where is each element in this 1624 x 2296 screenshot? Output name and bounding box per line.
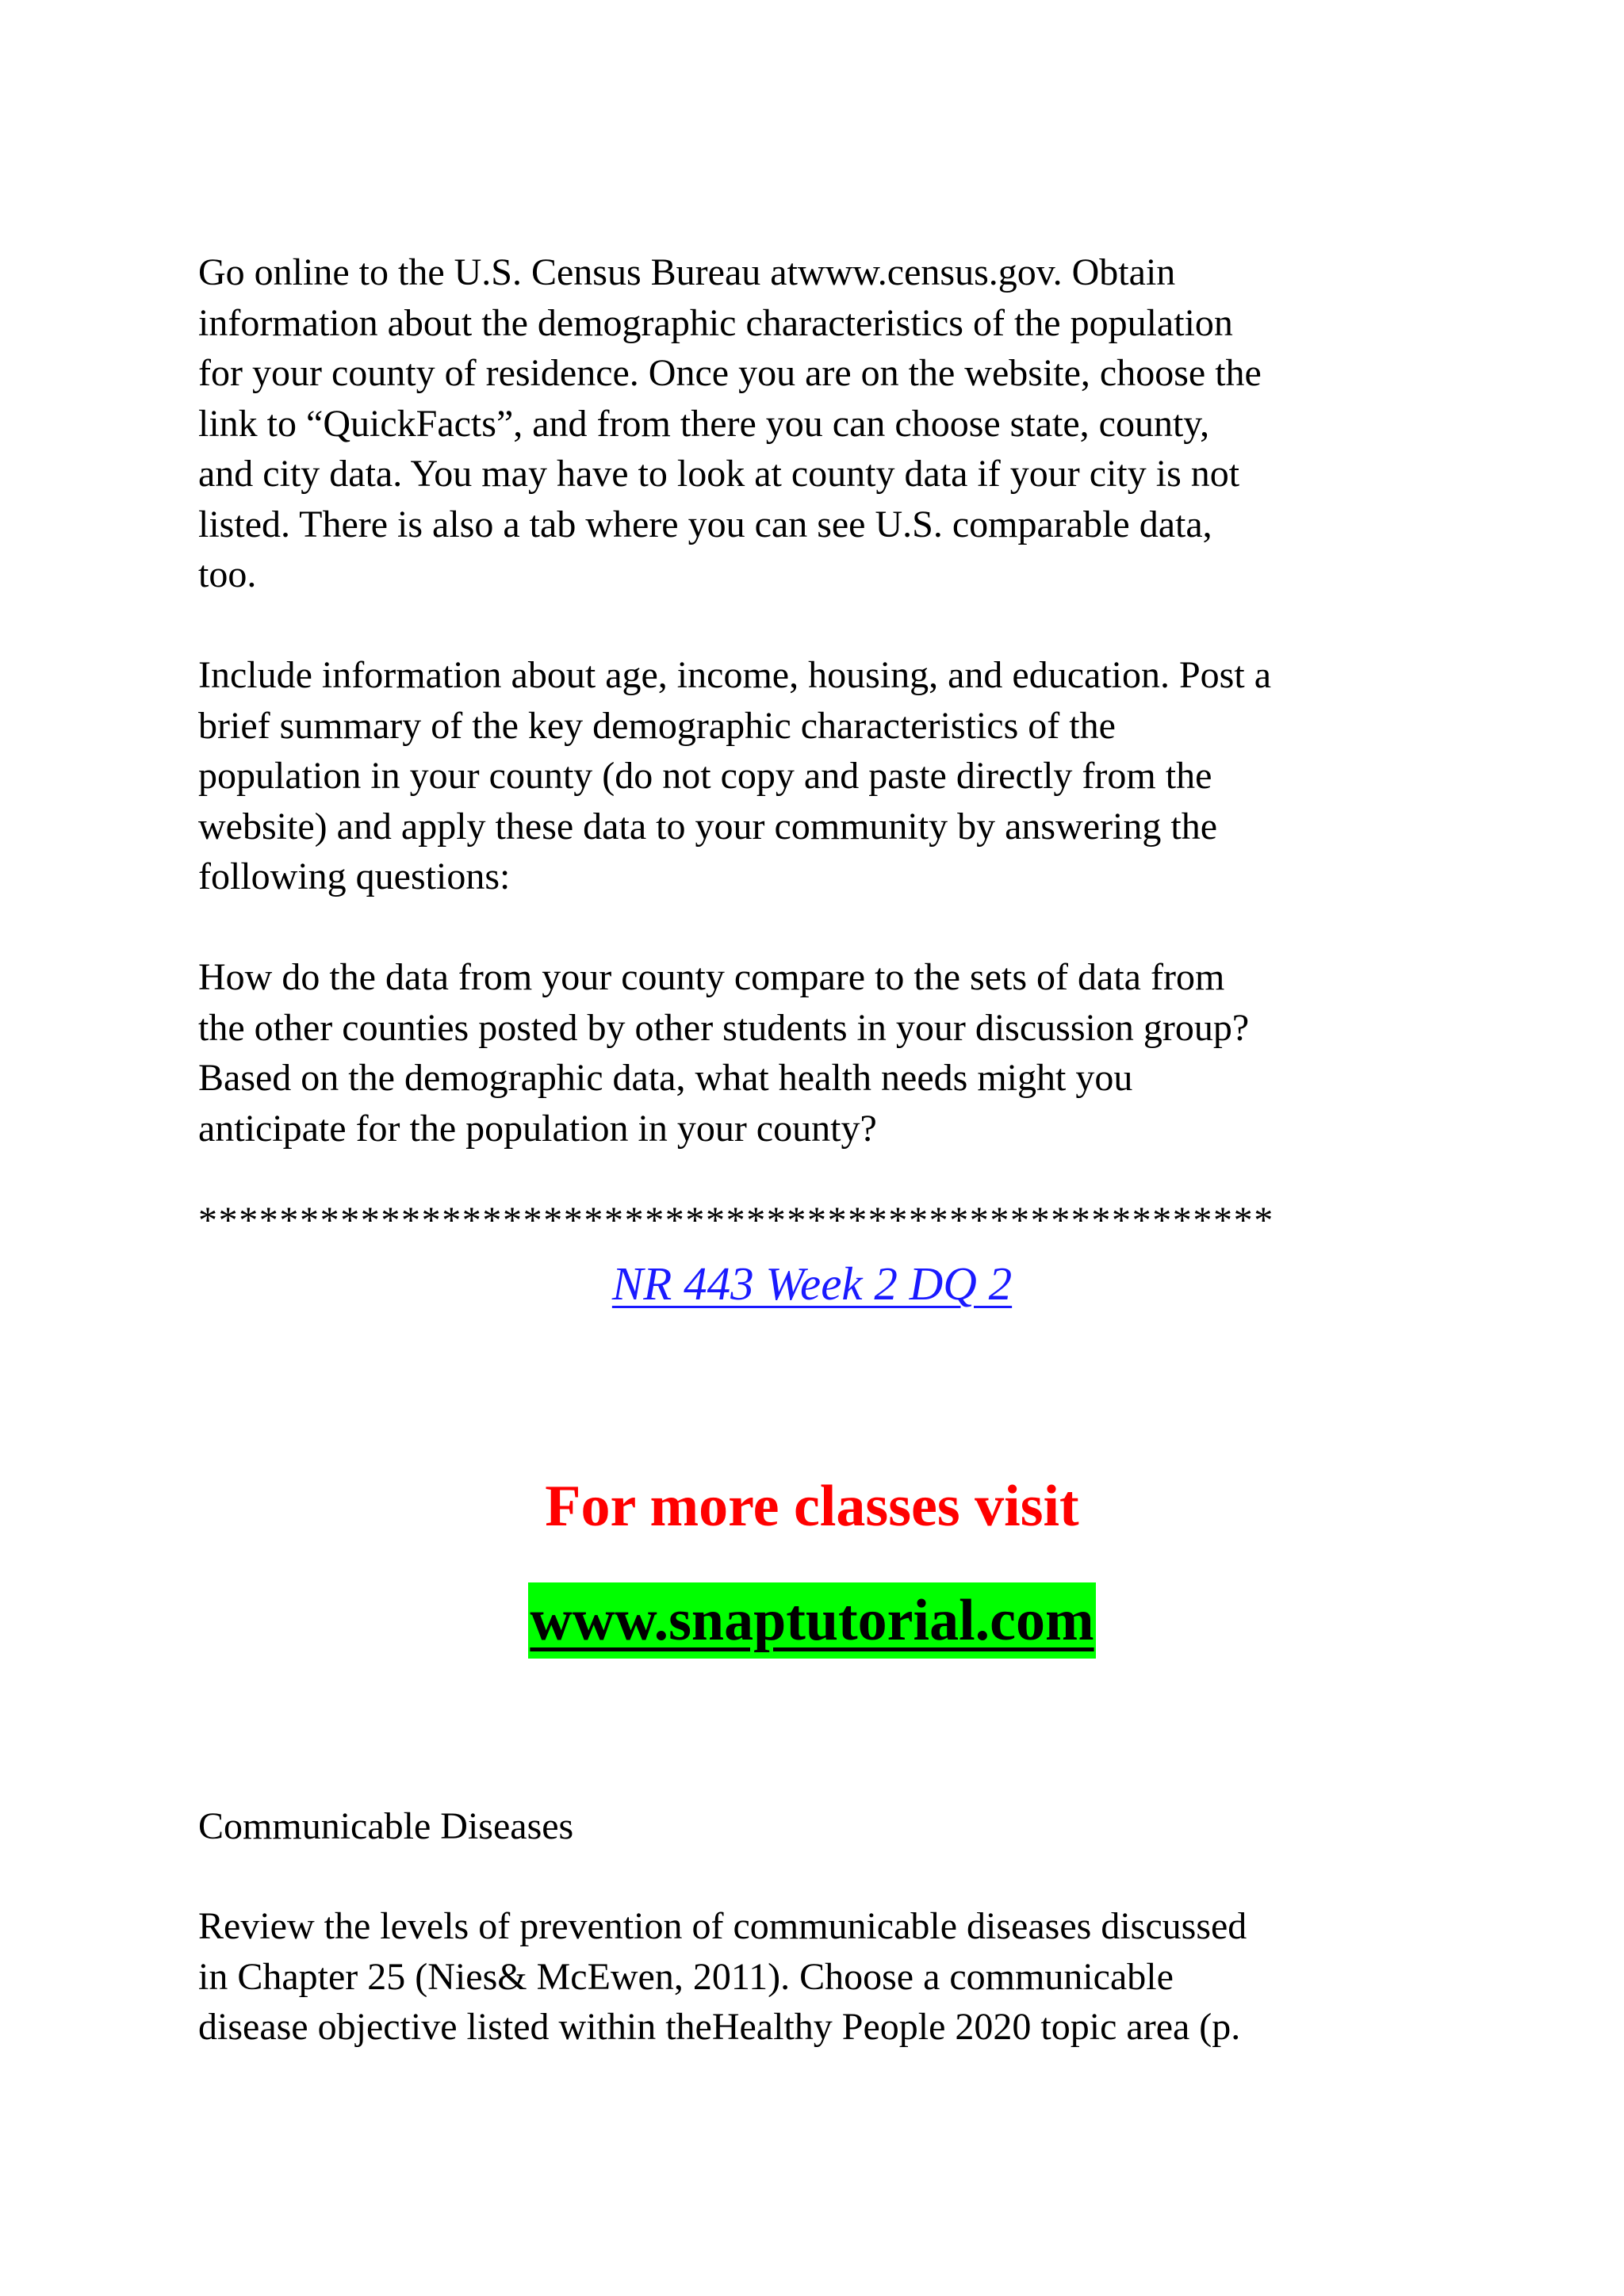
asterisk-separator: *****************************************************: [198, 1200, 1274, 1242]
section-heading: Communicable Diseases: [198, 1805, 574, 1847]
site-link[interactable]: www.snaptutorial.com: [528, 1582, 1095, 1659]
intro-paragraph: Go online to the U.S. Census Bureau atwww.census.gov. Obtain information about the demographic characteristics of the population for your county of residence. Once you are on the website, choose the link to “QuickFacts”, and from there you can choose state, county, and city data. You may have to look at county data if your city is not listed. There is also a tab where you can see U.S. comparable data, too.: [198, 251, 1262, 595]
course-link[interactable]: NR 443 Week 2 DQ 2: [611, 1257, 1013, 1310]
review-paragraph: Review the levels of prevention of communicable diseases discussed in Chapter 25 (Nies& McEwen, 2011). Choose a communicable disease objective listed within theHealthy People 2020 topic area (p.: [198, 1905, 1247, 2048]
questions-paragraph: How do the data from your county compare to the sets of data from the other counties posted by other students in your discussion group? Based on the demographic data, what health needs might you anticipate for the population in your county?: [198, 956, 1250, 1150]
instructions-paragraph: Include information about age, income, housing, and education. Post a brief summary of the key demographic characteristics of the population in your county (do not copy and paste directly from the website) and apply these data to your community by answering the following questions:: [198, 654, 1271, 897]
site-link-container: [0, 1582, 1624, 1659]
promo-heading: For more classes visit: [545, 1474, 1079, 1539]
course-link-container: [0, 1257, 1624, 1311]
